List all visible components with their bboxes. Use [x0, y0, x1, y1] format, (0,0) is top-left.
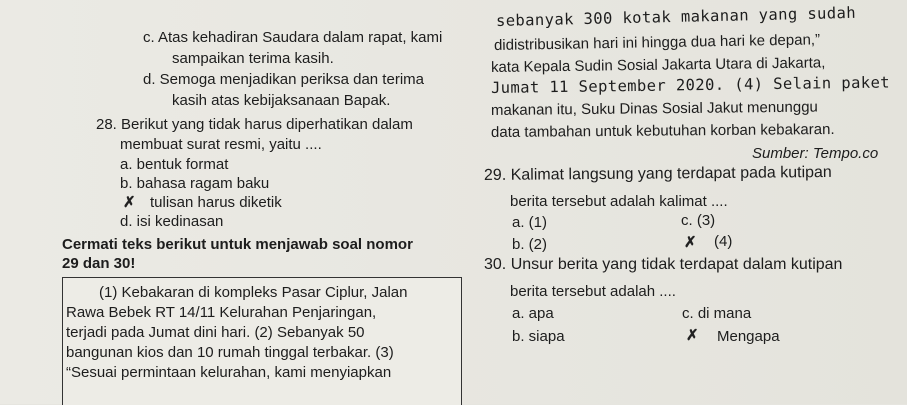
q30-question-line2: berita tersebut adalah ....	[510, 283, 676, 300]
q29-option-d: (4)	[714, 233, 733, 250]
handwritten-check-mark-icon: ✗	[686, 327, 699, 344]
q27-option-c-line1: c. Atas kehadiran Saudara dalam rapat, kami	[143, 29, 443, 46]
q28-option-c: tulisan harus diketik	[150, 194, 282, 211]
q30-option-b: b. siapa	[512, 328, 565, 345]
q29-option-b: b. (2)	[512, 236, 548, 253]
q28-option-a: a. bentuk format	[120, 156, 229, 173]
q29-option-a: a. (1)	[512, 214, 548, 231]
q28-question-line2: membuat surat resmi, yaitu ....	[120, 136, 322, 153]
passage-source: Sumber: Tempo.co	[752, 145, 879, 162]
q27-option-c-line2: sampaikan terima kasih.	[172, 50, 334, 67]
passage-line4: bangunan kios dan 10 rumah tinggal terbakar. (3)	[66, 344, 394, 361]
passage-line5: “Sesuai permintaan kelurahan, kami menyiapkan	[66, 364, 392, 381]
passage-line1: (1) Kebakaran di kompleks Pasar Ciplur, Jalan	[99, 284, 408, 301]
handwritten-check-mark-icon: ✗	[123, 194, 136, 211]
q28-option-d: d. isi kedinasan	[120, 213, 224, 230]
passage-cont-line3: kata Kepala Sudin Sosial Jakarta Utara di Jakarta,	[490, 54, 826, 76]
q27-option-d-line2: kasih atas kebijaksanaan Bapak.	[172, 92, 391, 109]
passage-cont-line5: makanan itu, Suku Dinas Sosial Jakut menunggu	[490, 98, 818, 119]
passage-cont-line4: Jumat 11 September 2020. (4) Selain paket	[490, 73, 891, 97]
q30-option-a: a. apa	[512, 305, 554, 322]
instruction-line1: Cermati teks berikut untuk menjawab soal nomor	[62, 236, 413, 253]
instruction-line2: 29 dan 30!	[62, 255, 136, 272]
q29-question-line2: berita tersebut adalah kalimat ....	[510, 193, 728, 210]
q29-option-c: c. (3)	[681, 212, 716, 229]
passage-line3: terjadi pada Jumat dini hari. (2) Sebanyak 50	[66, 324, 365, 341]
q28-question-line1: 28. Berikut yang tidak harus diperhatikan dalam	[96, 116, 413, 133]
passage-cont-line6: data tambahan untuk kebutuhan korban kebakaran.	[490, 121, 835, 141]
passage-line2: Rawa Bebek RT 14/11 Kelurahan Penjaringan,	[66, 304, 377, 321]
q30-option-c: c. di mana	[682, 305, 752, 322]
passage-cont-line1: sebanyak 300 kotak makanan yang sudah	[495, 3, 857, 30]
q30-question-line1: 30. Unsur berita yang tidak terdapat dalam kutipan	[484, 256, 843, 273]
q28-option-b: b. bahasa ragam baku	[120, 175, 270, 192]
q27-option-d-line1: d. Semoga menjadikan periksa dan terima	[143, 71, 424, 88]
handwritten-check-mark-icon: ✗	[684, 234, 697, 251]
q30-option-d: Mengapa	[717, 328, 780, 345]
passage-cont-line2: didistribusikan hari ini hingga dua hari ke depan,”	[493, 31, 821, 54]
q29-question-line1: 29. Kalimat langsung yang terdapat pada kutipan	[483, 163, 832, 184]
